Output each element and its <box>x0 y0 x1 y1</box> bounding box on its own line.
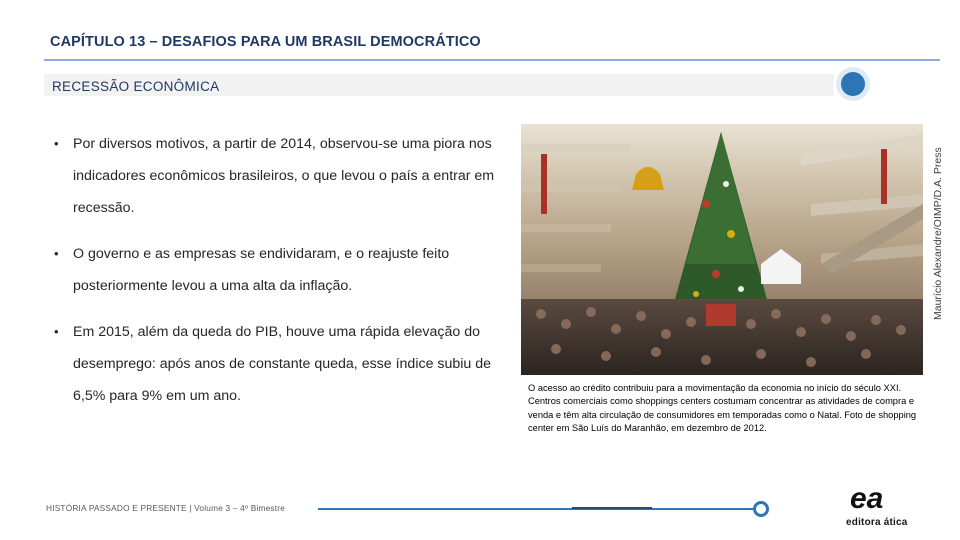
footer-divider-accent <box>572 507 652 509</box>
bullet-icon: • <box>54 246 59 261</box>
editora-logo-icon <box>850 482 902 519</box>
bullet-icon: • <box>54 136 59 151</box>
decorative-circle-icon <box>836 67 870 101</box>
photo-credit: Maurício Alexandre/OIMP/D.A. Press <box>932 147 944 320</box>
bullet-item <box>48 316 503 412</box>
section-title: RECESSÃO ECONÔMICA <box>52 79 220 94</box>
bullet-item <box>48 238 503 302</box>
photo-illustration <box>521 124 923 375</box>
shopping-center-photo <box>521 124 923 375</box>
logo-mark-text: ea <box>850 482 884 514</box>
decorative-circle-icon <box>753 501 769 517</box>
bullet-icon: • <box>54 324 59 339</box>
bullet-text: O governo e as empresas se endividaram, e o reajuste feito posteriormente levou a uma alta da inflação. <box>73 246 450 294</box>
logo-text: editora ática <box>846 517 908 528</box>
bullet-list <box>48 128 503 426</box>
photo-caption: O acesso ao crédito contribuiu para a movimentação da economia no início do século XXI. Centros comerciais como shoppings centers costumam concentrar as atividades de compra e venda e têm alta circulação de consumidores em temporadas como o Natal. Foto de shopping center em São Luís do Maranhão, em dezembro de 2012. <box>528 383 917 434</box>
bullet-text: Em 2015, além da queda do PIB, houve uma rápida elevação do desemprego: após anos de constante queda, esse índice subiu de 6,5% para 9% em um ano. <box>73 324 492 404</box>
header-divider <box>44 59 940 61</box>
footer-text: HISTÓRIA PASSADO E PRESENTE | Volume 3 – 4º Bimestre <box>46 503 286 513</box>
bullet-text: Por diversos motivos, a partir de 2014, observou-se uma piora nos indicadores econômicos brasileiros, o que levou o país a entrar em recessão. <box>73 136 495 216</box>
footer-divider <box>318 508 758 510</box>
bullet-item <box>48 128 503 224</box>
chapter-title: CAPÍTULO 13 – DESAFIOS PARA UM BRASIL DEMOCRÁTICO <box>50 34 481 50</box>
